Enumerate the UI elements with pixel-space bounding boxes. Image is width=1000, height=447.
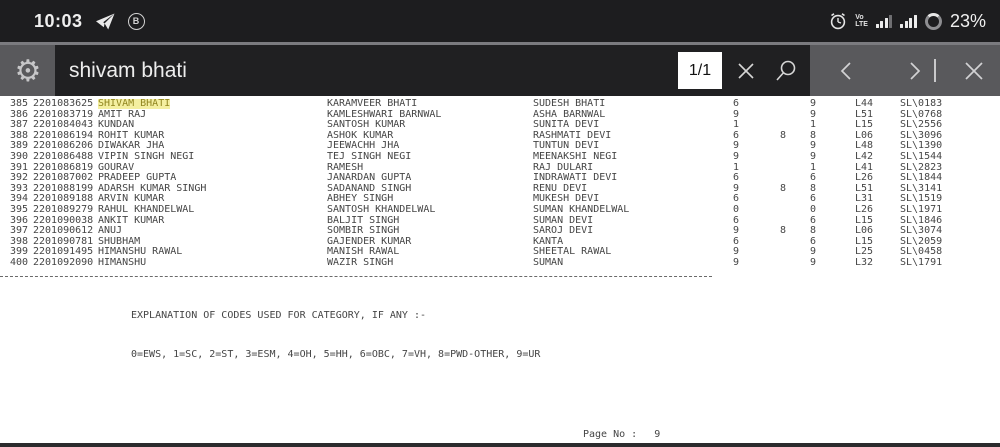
serial-number: 394 [10, 194, 29, 205]
table-row [0, 247, 1000, 258]
table-row [0, 141, 1000, 152]
father-name: GAJENDER KUMAR [327, 236, 412, 247]
candidate-name-text: SHUBHAM [98, 236, 141, 247]
sl-number: SL\2556 [900, 120, 943, 131]
table-row [0, 216, 1000, 227]
candidate-name [98, 247, 327, 258]
battery-percent-text: 23% [949, 10, 986, 31]
roll-number: 2201089279 [33, 204, 94, 215]
father-name: BALJIT SINGH [327, 215, 400, 226]
lab-code: L31 [855, 194, 874, 205]
status-bar-right [829, 11, 986, 32]
clock-text: 10:03 [34, 10, 83, 31]
candidate-name-text: AMIT RAJ [98, 109, 147, 120]
chevron-left-icon [839, 59, 853, 83]
sl-number: SL\1971 [900, 204, 943, 215]
category-code-3: 9 [810, 99, 817, 109]
category-code-1: 9 [733, 247, 740, 258]
candidate-name-text: HIMANSHU RAWAL [98, 247, 183, 258]
serial-number: 388 [10, 130, 29, 141]
sl-number: SL\3096 [900, 130, 943, 141]
table-row [0, 163, 1000, 174]
sl-number: SL\2059 [900, 236, 943, 247]
category-code-3: 9 [810, 247, 817, 258]
category-code-2 [780, 173, 810, 184]
category-code-3: 0 [810, 204, 817, 215]
category-code-2 [780, 237, 810, 248]
sl-number: SL\1519 [900, 194, 943, 205]
category-code-1: 9 [733, 109, 740, 120]
sl-number: SL\3141 [900, 183, 943, 194]
category-code-2 [780, 194, 810, 205]
mother-name: TUNTUN DEVI [533, 141, 600, 152]
sl-number: SL\1390 [900, 141, 943, 152]
table-row [0, 205, 1000, 216]
category-code-3: 8 [810, 130, 817, 141]
mother-name: SUMAN KHANDELWAL [533, 204, 630, 215]
signal-bars-icon-sim1 [876, 14, 893, 28]
candidate-name [98, 152, 327, 163]
candidate-name-text: DIWAKAR JHA [98, 141, 165, 152]
candidate-name-text: ARVIN KUMAR [98, 194, 165, 205]
serial-number: 391 [10, 162, 29, 173]
sl-number: SL\1844 [900, 173, 943, 184]
page-number-label: Page No : [583, 429, 638, 440]
mother-name: KANTA [533, 236, 564, 247]
roll-number: 2201092090 [33, 257, 94, 268]
serial-number: 389 [10, 141, 29, 152]
search-submit-button[interactable] [766, 45, 806, 96]
search-input[interactable]: shivam bhati [69, 58, 187, 82]
father-name: SANTOSH KHANDELWAL [327, 204, 436, 215]
explanation-line2: 0=EWS, 1=SC, 2=ST, 3=ESM, 4=OH, 5=HH, 6=OBC, 7=VH, 8=PWD-OTHER, 9=UR [131, 349, 541, 360]
table-row [0, 99, 1000, 110]
category-code-1: 1 [733, 162, 740, 173]
status-bar [0, 0, 1000, 42]
category-code-1: 9 [733, 151, 740, 162]
father-name: ABHEY SINGH [327, 194, 394, 205]
candidate-name [98, 194, 327, 205]
candidate-name-text: ADARSH KUMAR SINGH [98, 183, 207, 194]
lab-code: L51 [855, 183, 874, 194]
category-code-2 [780, 110, 810, 121]
serial-number: 397 [10, 226, 29, 237]
category-code-1: 9 [733, 257, 740, 268]
category-code-2: 8 [780, 130, 787, 141]
father-name: SADANAND SINGH [327, 183, 412, 194]
serial-number: 400 [10, 257, 29, 268]
mother-name: SUNITA DEVI [533, 120, 600, 131]
mother-name: RAJ DULARI [533, 162, 594, 173]
lab-code: L15 [855, 236, 874, 247]
close-icon [736, 61, 756, 81]
mother-name: SHEETAL RAWAL [533, 247, 612, 258]
category-code-2 [780, 99, 810, 110]
category-code-1: 6 [733, 236, 740, 247]
father-name: SANTOSH KUMAR [327, 120, 406, 131]
roll-number: 2201086194 [33, 130, 94, 141]
table-row [0, 152, 1000, 163]
category-code-3: 9 [810, 109, 817, 120]
category-code-1: 9 [733, 141, 740, 152]
serial-number: 386 [10, 109, 29, 120]
lab-code: L06 [855, 130, 874, 141]
candidate-name-text: ROHIT KUMAR [98, 130, 165, 141]
roll-number: 2201084043 [33, 120, 94, 131]
serial-number: 385 [10, 99, 29, 109]
document-viewer[interactable] [0, 96, 1000, 443]
lab-code: L25 [855, 247, 874, 258]
lab-code: L42 [855, 151, 874, 162]
mother-name: ASHA BARNWAL [533, 109, 606, 120]
category-code-3: 8 [810, 226, 817, 237]
circled-b-icon: B [128, 13, 145, 30]
category-code-3: 1 [810, 162, 817, 173]
lab-code: L26 [855, 204, 874, 215]
sl-number: SL\2823 [900, 162, 943, 173]
table-row [0, 226, 1000, 237]
lab-code: L15 [855, 120, 874, 131]
category-code-2 [780, 141, 810, 152]
father-name: ASHOK KUMAR [327, 130, 394, 141]
table-row [0, 110, 1000, 121]
settings-gear-icon[interactable]: ⚙ [14, 53, 42, 89]
toolbar-divider [934, 59, 936, 82]
mother-name: SUMAN [533, 257, 564, 268]
mother-name: SUMAN DEVI [533, 215, 594, 226]
sl-number: SL\0458 [900, 247, 943, 258]
lab-code: L41 [855, 162, 874, 173]
table-row [0, 194, 1000, 205]
category-code-2 [780, 247, 810, 258]
previous-match-button[interactable] [826, 45, 866, 96]
candidate-name-text: PRADEEP GUPTA [98, 173, 177, 184]
serial-number: 390 [10, 151, 29, 162]
sl-number: SL\1846 [900, 215, 943, 226]
category-code-2 [780, 163, 810, 174]
candidate-name-text: ANKIT KUMAR [98, 215, 165, 226]
category-code-3: 9 [810, 141, 817, 152]
candidate-name-text: ANUJ [98, 226, 123, 237]
table-row [0, 258, 1000, 269]
page-number-value: 9 [654, 429, 661, 440]
category-code-3: 6 [810, 215, 817, 226]
father-name: JANARDAN GUPTA [327, 173, 412, 184]
mother-name: INDRAWATI DEVI [533, 173, 618, 184]
category-code-1: 0 [733, 204, 740, 215]
category-code-3: 8 [810, 183, 817, 194]
sl-number: SL\3074 [900, 226, 943, 237]
mother-name: MUKESH DEVI [533, 194, 600, 205]
candidate-name [98, 216, 327, 227]
sl-number: SL\0183 [900, 99, 943, 109]
candidate-name [98, 173, 327, 184]
roll-number: 2201091495 [33, 247, 94, 258]
father-name: RAMESH [327, 162, 364, 173]
candidate-name [98, 99, 327, 110]
father-name: WAZIR SINGH [327, 257, 394, 268]
candidate-name [98, 184, 327, 195]
category-code-2 [780, 152, 810, 163]
candidate-name [98, 120, 327, 131]
table-row [0, 184, 1000, 195]
page-footer [583, 429, 660, 440]
serial-number: 387 [10, 120, 29, 131]
find-toolbar [0, 42, 1000, 96]
father-name: KAMLESHWARI BARNWAL [327, 109, 442, 120]
sl-number: SL\1544 [900, 151, 943, 162]
mother-name: RASHMATI DEVI [533, 130, 612, 141]
serial-number: 398 [10, 236, 29, 247]
find-nav-area [810, 45, 1000, 96]
roll-number: 2201090612 [33, 226, 94, 237]
lab-code: L51 [855, 109, 874, 120]
sl-number: SL\0768 [900, 109, 943, 120]
search-field[interactable] [55, 45, 810, 96]
category-code-1: 9 [733, 226, 740, 237]
clear-search-button[interactable] [726, 45, 766, 96]
father-name: KARAMVEER BHATI [327, 99, 418, 109]
serial-number: 393 [10, 183, 29, 194]
roll-number: 2201090781 [33, 236, 94, 247]
roll-number: 2201083625 [33, 99, 94, 109]
status-bar-left [34, 11, 145, 32]
candidate-name-text: RAHUL KHANDELWAL [98, 204, 195, 215]
volte-indicator: Vo LTE [855, 14, 868, 28]
candidate-name [98, 237, 327, 248]
category-code-3: 9 [810, 151, 817, 162]
sl-number: SL\1791 [900, 257, 943, 268]
category-code-3: 6 [810, 173, 817, 184]
battery-ring-icon [925, 13, 942, 30]
candidate-name-text: VIPIN SINGH NEGI [98, 151, 195, 162]
category-code-3: 1 [810, 120, 817, 131]
bottom-edge-bar [0, 443, 1000, 447]
serial-number: 399 [10, 247, 29, 258]
result-table [0, 99, 1000, 269]
candidate-name [98, 110, 327, 121]
category-code-1: 6 [733, 194, 740, 205]
father-name: JEEWACHH JHA [327, 141, 400, 152]
lab-code: L06 [855, 226, 874, 237]
roll-number: 2201086488 [33, 151, 94, 162]
category-code-2: 8 [780, 226, 787, 237]
search-icon [774, 59, 798, 83]
father-name: TEJ SINGH NEGI [327, 151, 412, 162]
table-row [0, 237, 1000, 248]
candidate-name [98, 226, 327, 237]
category-code-1: 6 [733, 99, 740, 109]
table-row [0, 120, 1000, 131]
candidate-name [98, 258, 327, 269]
alarm-icon [829, 12, 847, 30]
category-code-2 [780, 258, 810, 269]
roll-number: 2201088199 [33, 183, 94, 194]
candidate-name [98, 163, 327, 174]
lab-code: L44 [855, 99, 874, 109]
category-code-3: 6 [810, 194, 817, 205]
lab-code: L26 [855, 173, 874, 184]
category-code-1: 6 [733, 173, 740, 184]
close-icon [962, 59, 986, 83]
match-counter: 1/1 [678, 52, 722, 89]
lab-code: L15 [855, 215, 874, 226]
candidate-name-text: GOURAV [98, 162, 135, 173]
mother-name: SUDESH BHATI [533, 99, 606, 109]
category-code-2 [780, 216, 810, 227]
signal-bars-icon-sim2 [900, 14, 917, 28]
roll-number: 2201087002 [33, 173, 94, 184]
explanation-line1: EXPLANATION OF CODES USED FOR CATEGORY, IF ANY :- [131, 310, 427, 321]
table-row [0, 173, 1000, 184]
roll-number: 2201086206 [33, 141, 94, 152]
candidate-name-text: SHIVAM BHATI [98, 99, 171, 109]
mother-name: SAROJ DEVI [533, 226, 594, 237]
category-code-1: 1 [733, 120, 740, 131]
chevron-right-icon [908, 59, 922, 83]
category-code-1: 6 [733, 130, 740, 141]
next-match-button[interactable] [895, 45, 935, 96]
category-code-1: 6 [733, 215, 740, 226]
serial-number: 396 [10, 215, 29, 226]
telegram-icon [96, 13, 115, 30]
category-code-2: 8 [780, 183, 787, 194]
category-code-2 [780, 120, 810, 131]
father-name: SOMBIR SINGH [327, 226, 400, 237]
table-row [0, 131, 1000, 142]
serial-number: 392 [10, 173, 29, 184]
lab-code: L48 [855, 141, 874, 152]
mother-name: RENU DEVI [533, 183, 588, 194]
category-code-explanation [131, 283, 540, 387]
roll-number: 2201083719 [33, 109, 94, 120]
close-find-button[interactable] [954, 45, 994, 96]
category-code-2 [780, 205, 810, 216]
category-code-3: 9 [810, 257, 817, 268]
roll-number: 2201089188 [33, 194, 94, 205]
category-code-3: 6 [810, 236, 817, 247]
category-code-1: 9 [733, 183, 740, 194]
serial-number: 395 [10, 204, 29, 215]
dashed-separator [0, 276, 712, 277]
candidate-name-text: KUNDAN [98, 120, 135, 131]
roll-number: 2201090038 [33, 215, 94, 226]
roll-number: 2201086819 [33, 162, 94, 173]
candidate-name [98, 131, 327, 142]
candidate-name [98, 205, 327, 216]
candidate-name [98, 141, 327, 152]
father-name: MANISH RAWAL [327, 247, 400, 258]
lab-code: L32 [855, 257, 874, 268]
mother-name: MEENAKSHI NEGI [533, 151, 618, 162]
candidate-name-text: HIMANSHU [98, 257, 147, 268]
